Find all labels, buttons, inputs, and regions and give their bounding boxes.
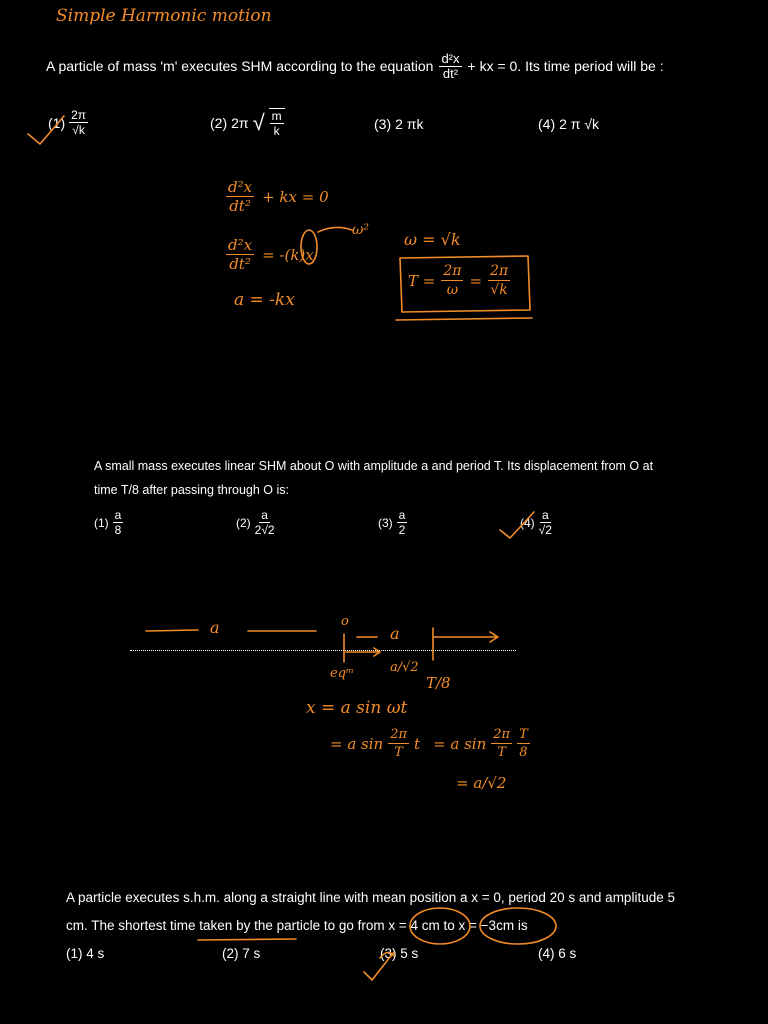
q2-option-2[interactable]: [236, 508, 275, 537]
q2-option-4[interactable]: [520, 508, 552, 537]
q2-line-2: time T/8 after passing through O is:: [94, 483, 290, 497]
option-den: 2√2: [254, 523, 275, 537]
q3-line-2: cm. The shortest time taken by the particle to go from x = 4 cm to x = −3cm is: [66, 918, 528, 933]
q2-work-line-1: x = a sin ωt: [306, 698, 408, 718]
q3-option-2[interactable]: [222, 946, 260, 961]
arrow-mark: [318, 227, 352, 232]
work-num: 2π: [443, 263, 462, 279]
work-num: d²x: [228, 178, 253, 196]
q2-work-a-left: a: [210, 618, 220, 637]
q2-work-distance: a/√2: [390, 660, 419, 675]
work-den: dt²: [229, 197, 251, 215]
option-text: (3) 5 s: [380, 946, 419, 961]
work-text: =: [469, 271, 483, 290]
option-den: √k: [72, 123, 85, 137]
work-den: dt²: [229, 255, 251, 273]
q1-work-line-2: [226, 236, 314, 273]
q1-work-omega: ω = √k: [404, 230, 461, 249]
q1-text-before: A particle of mass 'm' executes SHM according to the equation: [46, 58, 434, 74]
q3-option-3[interactable]: [380, 946, 418, 961]
q2-work-t8: T/8: [426, 674, 451, 692]
option-num: a: [541, 508, 549, 522]
underline-mark: [396, 318, 532, 320]
work-num: T: [519, 727, 528, 742]
page-title: Simple Harmonic motion: [56, 6, 272, 26]
q1-eq-num: d²x: [441, 51, 460, 66]
option-label: (4): [538, 116, 556, 132]
q2-dotted-axis: [130, 650, 516, 651]
work-text: t: [414, 734, 421, 753]
q2-work-line-3: = a/√2: [456, 774, 507, 792]
work-den: T: [394, 745, 403, 760]
option-label: (2): [210, 115, 228, 131]
q1-option-4[interactable]: [538, 116, 599, 132]
work-num: 2π: [493, 727, 511, 742]
option-num: 2π: [71, 108, 87, 122]
q1-work-line-3: a = -kx: [234, 290, 295, 310]
option-num: m: [271, 109, 282, 123]
q1-option-2[interactable]: (2) 2π √ $\frac{m}{k}$: [210, 108, 285, 138]
q2-line-1: A small mass executes linear SHM about O with amplitude a and period T. Its displacement from O at: [94, 459, 654, 473]
work-text: + kx = 0: [262, 187, 329, 206]
q1-work-period: [408, 262, 510, 299]
q2-work-a-right: a: [390, 624, 400, 643]
option-label: (1): [48, 114, 66, 131]
work-num: 2π: [390, 727, 408, 742]
option-label: (3): [374, 116, 392, 132]
work-num: 2π: [490, 263, 509, 279]
question-1: [46, 52, 746, 81]
q1-option-1[interactable]: [48, 108, 88, 137]
work-den: 8: [519, 745, 528, 760]
option-prefix: 2π: [231, 115, 249, 131]
q2-option-1[interactable]: [94, 508, 123, 537]
option-text: (2) 7 s: [222, 946, 261, 961]
option-text: 2 πk: [395, 116, 424, 132]
q3-line-1: A particle executes s.h.m. along a straight line with mean position a x = 0, period 20 s and amplitude 5: [66, 890, 675, 905]
option-label: (1): [94, 515, 109, 530]
option-label: (4): [520, 515, 535, 530]
work-num: d²x: [228, 236, 253, 254]
q2-work-eq-label: eqᵐ: [330, 666, 354, 681]
q1-work-line-1: [226, 178, 329, 215]
option-den: 2: [398, 523, 406, 537]
work-den: ω: [446, 282, 459, 298]
work-den: T: [497, 745, 507, 760]
work-text: T =: [408, 271, 436, 290]
q3-option-1[interactable]: [66, 946, 104, 961]
work-text: = a sin: [433, 734, 487, 753]
q1-eq-den: dt²: [442, 66, 459, 81]
question-2: [94, 454, 734, 502]
q2-work-line-2: [330, 726, 530, 761]
q1-work-omega-sq: ω²: [352, 222, 370, 238]
option-text: 2 π √k: [559, 116, 600, 132]
option-label: (2): [236, 515, 251, 530]
option-text: (1) 4 s: [66, 946, 105, 961]
option-den: √2: [538, 523, 552, 537]
option-den: 8: [114, 523, 122, 537]
q1-option-3[interactable]: [374, 116, 423, 132]
q1-equation-fraction: [439, 52, 461, 81]
amplitude-line-left-1: [146, 630, 198, 631]
option-num: a: [398, 508, 406, 522]
option-label: (3): [378, 515, 393, 530]
arrow-mark: [434, 632, 498, 642]
q1-text-after: + kx = 0. Its time period will be :: [467, 58, 664, 74]
work-den: √k: [490, 282, 508, 298]
option-den: k: [273, 124, 280, 138]
q2-option-3[interactable]: [378, 508, 407, 537]
option-text: (4) 6 s: [538, 946, 577, 961]
work-text: = -(k)x: [262, 245, 314, 264]
q2-work-origin: o: [341, 614, 349, 629]
option-num: a: [261, 508, 268, 522]
question-3: [66, 884, 756, 940]
option-num: a: [114, 508, 122, 522]
q3-option-4[interactable]: [538, 946, 576, 961]
work-text: = a sin: [330, 734, 384, 753]
